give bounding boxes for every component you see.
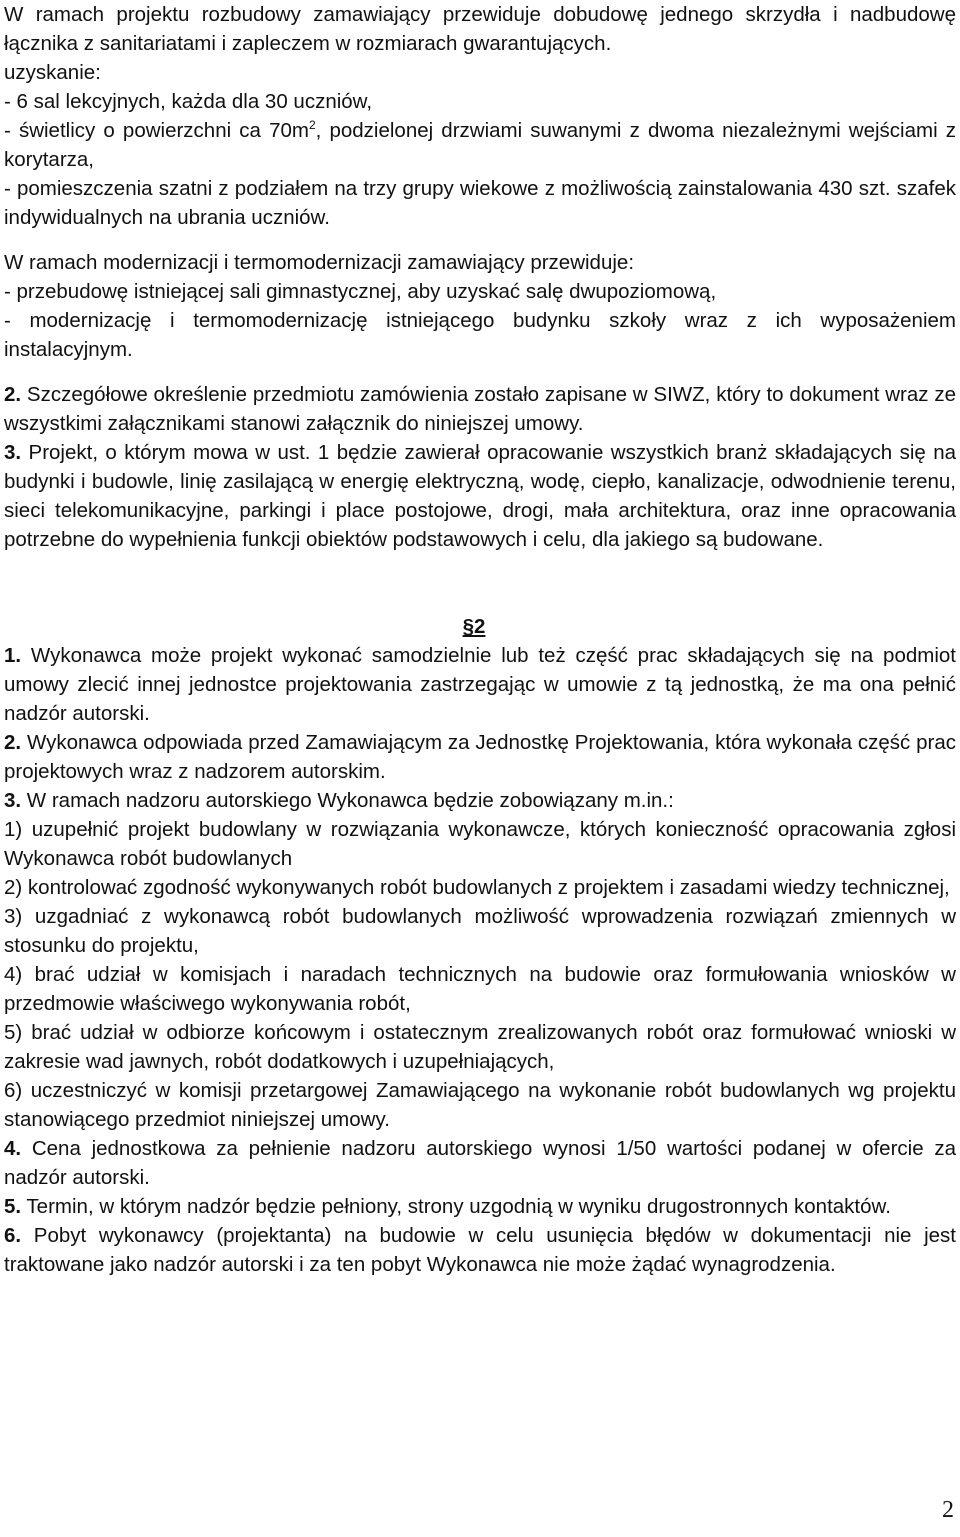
point-number: 4. [4,1137,22,1160]
point-number: 1. [4,644,22,667]
point-number: 6. [4,1224,22,1247]
point-text: Projekt, o którym mowa w ust. 1 będzie zawierał opracowanie wszystkich branż składających się na budynki i budowle, linię zasilającą w energię elektryczną, wodę, ciepło, kanalizacje, odwodnienie terenu, sieci telekomunikacyjne, parkingi i place postojowe, drogi, mała architektura, oraz inne opracowania potrzebne do wypełnienia funkcji obiektów podstawowych i celu, dla jakiego są budowane. [4,441,956,551]
paragraph-extension-scope: W ramach projektu rozbudowy zamawiający przewiduje dobudowę jednego skrzydła i nadbudowę łącznika z sanitariatami i zapleczem w rozmiarach gwarantujących. [4,3,956,55]
paragraph-s2-point-2 [4,728,956,786]
point-text: Cena jednostkowa za pełnienie nadzoru autorskiego wynosi 1/50 wartości podanej w ofercie za nadzór autorski. [4,1137,956,1189]
paragraph-point-3 [4,438,956,554]
point-text: Szczegółowe określenie przedmiotu zamówienia zostało zapisane w SIWZ, który to dokument wraz ze wszystkimi załącznikami stanowi załącznik do niniejszej umowy. [4,383,956,435]
supervision-item-2: 2) kontrolować zgodność wykonywanych robót budowlanych z projektem i zasadami wiedzy technicznej, [4,876,950,899]
list-item-cloakroom: - pomieszczenia szatni z podziałem na trzy grupy wiekowe z możliwością zainstalowania 430 szt. szafek indywidualnych na ubrania uczniów. [4,177,956,229]
paragraph-extension-intro: uzyskanie: [4,61,101,84]
supervision-item-3: 3) uzgadniać z wykonawcą robót budowlanych możliwość wprowadzenia rozwiązań zmiennych w stosunku do projektu, [4,905,956,957]
paragraph-point-2 [4,380,956,438]
paragraph-modernization-intro: W ramach modernizacji i termomodernizacji zamawiający przewiduje: [4,251,635,274]
supervision-item-6: 6) uczestniczyć w komisji przetargowej Zamawiającego na wykonanie robót budowlanych wg projektu stanowiącego przedmiot niniejszej umowy. [4,1079,956,1131]
document-body [4,0,956,1279]
spacer [4,364,956,380]
common-room-text: - świetlicy o powierzchni ca 70m [4,119,309,142]
paragraph-s2-point-5 [4,1192,956,1221]
point-number: 2. [4,383,22,406]
list-item-gym: - przebudowę istniejącej sali gimnastycznej, aby uzyskać salę dwupoziomową, [4,280,717,303]
common-room-text-rest: , podzielonej drzwiami suwanymi z dwoma niezależnymi wejściami z korytarza, [4,119,956,171]
point-number: 3. [4,441,22,464]
paragraph-s2-point-1 [4,641,956,728]
point-number: 3. [4,789,22,812]
point-text: Termin, w którym nadzór będzie pełniony, strony uzgodnią w wyniku drugostronnych kontaktów. [21,1195,891,1218]
list-item-thermomodernization: - modernizację i termomodernizację istniejącego budynku szkoły wraz z ich wyposażeniem instalacyjnym. [4,309,956,361]
supervision-item-1: 1) uzupełnić projekt budowlany w rozwiązania wykonawcze, których konieczność opracowania zgłosi Wykonawca robót budowlanych [4,818,956,870]
point-text: W ramach nadzoru autorskiego Wykonawca będzie zobowiązany m.in.: [21,789,674,812]
section-heading: §2 [462,615,486,638]
paragraph-s2-point-6 [4,1221,956,1279]
paragraph-s2-point-4 [4,1134,956,1192]
point-text: Wykonawca odpowiada przed Zamawiającym za Jednostkę Projektowania, która wykonała część prac projektowych wraz z nadzorem autorskim. [4,731,956,783]
spacer [4,232,956,248]
supervision-item-4: 4) brać udział w komisjach i naradach technicznych na budowie oraz formułowania wniosków w przedmowie właściwego wykonywania robót, [4,963,956,1015]
point-number: 2. [4,731,22,754]
point-text: Pobyt wykonawcy (projektanta) na budowie w celu usunięcia błędów w dokumentacji nie jest traktowane jako nadzór autorski i za ten pobyt Wykonawca nie może żądać wynagrodzenia. [4,1224,956,1276]
point-text: Wykonawca może projekt wykonać samodzielnie lub też część prac składających się na podmiot umowy zlecić innej jednostce projektowania zastrzegając w umowie z tą jednostką, że ma ona pełnić nadzór autorski. [4,644,956,725]
paragraph-s2-point-3 [4,786,956,815]
supervision-item-5: 5) brać udział w odbiorze końcowym i ostatecznym zrealizowanych robót oraz formułować wnioski w zakresie wad jawnych, robót dodatkowych i uzupełniających, [4,1021,956,1073]
list-item-common-room [4,116,956,174]
list-item-classrooms: - 6 sal lekcyjnych, każda dla 30 uczniów, [4,90,373,113]
superscript-squared: 2 [308,118,316,133]
point-number: 5. [4,1195,22,1218]
spacer [4,554,956,612]
page-number: 2 [942,1497,954,1523]
